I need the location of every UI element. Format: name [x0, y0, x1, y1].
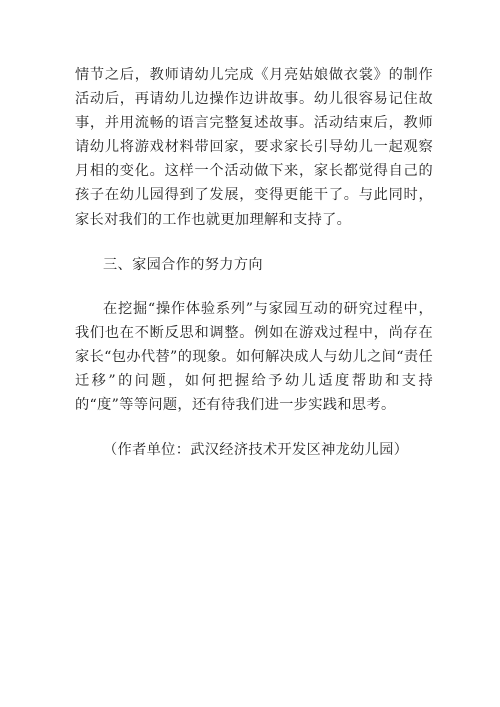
author-unit: （作者单位：武汉经济技术开发区神龙幼儿园） — [103, 442, 409, 458]
body-paragraph-2: 在挖掘“操作体验系列”与家园互动的研究过程中，我们也在不断反思和调整。例如在游戏过程中，尚存在家长“包办代替”的现象。如何解决成人与幼儿之间“责任迁移”的问题，如何把握给予幼儿适度帮助和支持的“度”等等问题，还有待我们进一步实践和思考。 — [75, 301, 433, 414]
section-heading: 三、家园合作的努力方向 — [103, 257, 263, 273]
body-paragraph-1: 情节之后，教师请幼儿完成《月亮姑娘做衣裳》的制作活动后，再请幼儿边操作边讲故事。幼儿很容易记住故事，并用流畅的语言完整复述故事。活动结束后，教师请幼儿将游戏材料带回家，要求家长引导幼儿一起观察月相的变化。这样一个活动做下来，家长都觉得自己的孩子在幼儿园得到了发展，变得更能干了。与此同时，家长对我们的工作也就更加理解和支持了。 — [75, 67, 433, 228]
